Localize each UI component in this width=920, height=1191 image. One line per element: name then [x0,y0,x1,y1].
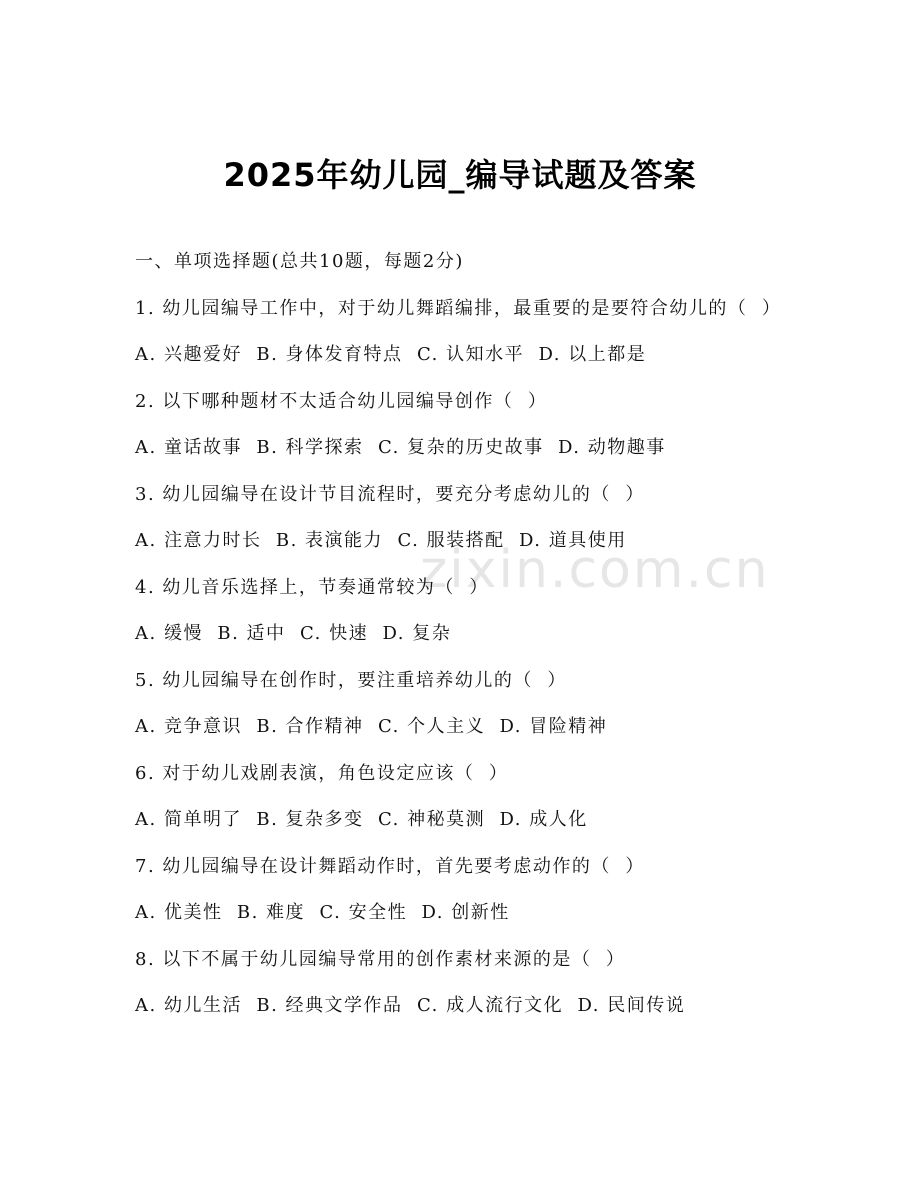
question-stem: 5. 幼儿园编导在创作时，要注重培养幼儿的（ ） [135,669,567,691]
question-options: A. 注意力时长 B. 表演能力 C. 服装搭配 D. 道具使用 [135,530,627,551]
question-options: A. 幼儿生活 B. 经典文学作品 C. 成人流行文化 D. 民间传说 [135,995,686,1016]
question-options: A. 简单明了 B. 复杂多变 C. 神秘莫测 D. 成人化 [135,809,588,830]
question-stem: 2. 以下哪种题材不太适合幼儿园编导创作（ ） [135,390,548,412]
question-options: A. 竞争意识 B. 合作精神 C. 个人主义 D. 冒险精神 [135,716,608,737]
document-title: 2025年幼儿园_编导试题及答案 [223,156,697,194]
question-stem: 8. 以下不属于幼儿园编导常用的创作素材来源的是（ ） [135,948,626,970]
question-stem: 3. 幼儿园编导在设计节目流程时，要充分考虑幼儿的（ ） [135,483,645,505]
question-stem: 4. 幼儿音乐选择上，节奏通常较为（ ） [135,576,489,598]
question-options: A. 兴趣爱好 B. 身体发育特点 C. 认知水平 D. 以上都是 [135,344,647,365]
question-options: A. 童话故事 B. 科学探索 C. 复杂的历史故事 D. 动物趣事 [135,437,666,458]
watermark: zixin.com.cn [420,540,770,600]
section-heading: 一、单项选择题(总共10题，每题2分) [135,251,464,272]
question-stem: 7. 幼儿园编导在设计舞蹈动作时，首先要考虑动作的（ ） [135,855,645,877]
question-stem: 6. 对于幼儿戏剧表演，角色设定应该（ ） [135,762,509,784]
question-options: A. 缓慢 B. 适中 C. 快速 D. 复杂 [135,623,452,644]
question-options: A. 优美性 B. 难度 C. 安全性 D. 创新性 [135,902,510,923]
question-stem: 1. 幼儿园编导工作中，对于幼儿舞蹈编排，最重要的是要符合幼儿的（ ） [135,297,782,319]
document-body [135,248,795,1039]
